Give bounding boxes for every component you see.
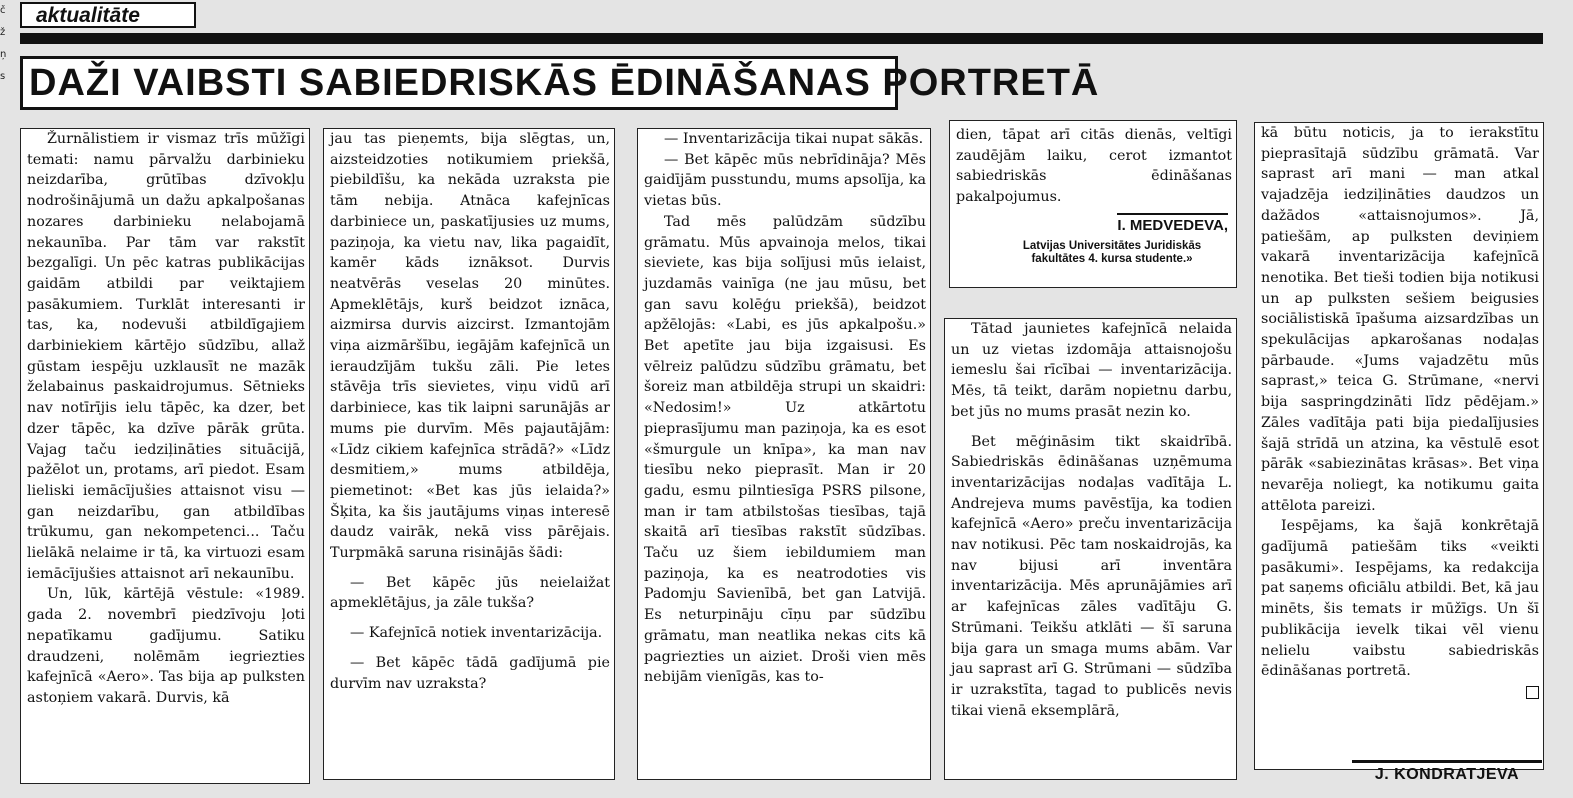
paragraph: Žurnālistiem ir vismaz trīs mūžīgi temati: namu pārvalžu darbinieku neizdarība, grūtības dzīvokļu nodrošinājumā un dažu apkalpošanas nozares darbinieku nelabojamā nekaunība. Par tām var rakstīt bezgalīgi. Un pēc katras publikācijas gaidām atbildi par veiktajiem pasākumiem. Turklāt interesanti ir tas, ka, nodevuši atbildīgajiem darbiniekiem kārtējo sūdzību, allaž gūstam iespēju uzklausīt ne mazāk želabainus paskaidrojumus. Sētnieks nav notīrījis ielu tāpēc, ka dzer, bet dzer tāpēc, ka dzīve pārāk grūta. Vajag taču iedziļināties situācijā, pažēlot un, protams, arī piedot. Esam lieliski iemācījušies attaisnot visu — gan neizdarību, gan atbildības trūkumu, gan nekompetenci... Taču lielākā nelaime ir tā, ka virtuozi esam iemācījušies attaisnot arī nekaunību. <box>27 131 305 582</box>
article-column-3 <box>637 128 931 780</box>
margin-marks <box>0 0 10 120</box>
paragraph: Iespējams, ka šajā konkrētajā gadījumā patiešām tiks «veikti pasākumi». Iespējams, ka redakcija pat saņems oficiālu atbildi. Bet, kā jau minēts, šis temats ir mūžīgs. Un šī publikācija ievelk tikai vēl vienu nelielu vaibstu sabiedriskās ēdināšanas portretā. <box>1261 518 1539 680</box>
margin-mark: č <box>0 5 6 16</box>
article-column-4-bottom <box>944 318 1237 780</box>
margin-mark: ņ <box>0 49 7 60</box>
paragraph: jau tas pieņemts, bija slēgtas, un, aizsteidzoties notikumiem priekšā, piebildīšu, ka nekāda uzraksta pie tām nebija. Atnāca kafejnīcas darbiniece un, paskatījusies uz mums, paziņoja, ka vietu nav, lika pagaidīt, kamēr kāds iznāksot. Durvis neatvērās veselas 20 minūtes. Apmeklētājs, kurš beidzot iznāca, aizmirsa durvis aizcirst. Izmantojām viņa aizmāršību, iegājām kafejnīcā un ieraudzījām tukšu zāli. Pie letes stāvēja trīs sievietes, viņu vidū arī darbiniece, kas tik laipni sarunājās ar mums pie durvīm. Mēs pajautājām: «Līdz cikiem kafejnīca strādā?» «Līdz desmitiem,» mums atbildēja, piemetinot: «Bet kas jūs ielaida?» Šķita, ka šis jautājums viņas interesē daudz vairāk, nekā viss pārējais. Turpmākā saruna risinājās šādi: <box>330 131 610 562</box>
paragraph: — Bet kāpēc jūs neielaižat apmeklētājus, ja zāle tukša? <box>330 574 610 612</box>
paragraph: — Bet kāpēc mūs nebrīdināja? Mēs gaidījām pusstundu, mums apsolīja, ka vietas būs. <box>644 151 926 210</box>
paragraph: Tātad jaunietes kafejnīcā nelaida un uz vietas izdomāja attaisnojošu iemeslu šai rīcībai — inventarizācija. Mēs, tā teikt, darām nopietnu darbu, bet jūs no mums prasāt nezin ko. <box>951 321 1232 420</box>
section-rubric: aktualitāte <box>20 2 196 28</box>
article-author: J. KONDRATJEVA <box>1352 760 1542 786</box>
paragraph: — Inventarizācija tikai nupat sākās. <box>664 131 924 147</box>
margin-mark: s <box>0 71 6 82</box>
letter-author-affiliation: Latvijas Universitātes Juridiskās fakultātes 4. kursa studente.» <box>1022 239 1202 266</box>
article-column-2 <box>323 128 615 780</box>
article-headline: DAŽI VAIBSTI SABIEDRISKĀS ĒDINĀŠANAS PORTRETĀ <box>20 56 898 110</box>
paragraph: kā būtu noticis, ja to ierakstītu pieprasītajā sūdzību grāmatā. Var saprast arī mani — man atkal vajadzēja iedziļināties daudzos un dažādos «attaisnojumos». Jā, patiešām, ap pulksten deviņiem vakarā inventarizācija kafejnīcā nenotika. Bet tieši todien bija notikusi un ap pulksten sešiem beigusies sociālistiskā īpašuma aizsardzības un spekulācijas apkarošanas nodaļas pārbaude. «Jums vajadzētu mūs saprast,» teica G. Strūmane, «nervi bija saspringdzināti līdz pēdējam.» Zāles vadītāja pati bija piedalījusies šajā strīdā un atzina, ka vēstulē esot pārāk «sabiezinātas krāsas». Bet viņa nevarēja noliegt, ka notikumu gaita attēlota pareizi. <box>1261 125 1539 514</box>
end-of-article-mark <box>1526 686 1539 699</box>
article-column-5 <box>1254 122 1544 770</box>
paragraph: dien, tāpat arī citās dienās, veltīgi zaudējām laiku, cerot izmantot sabiedriskās ēdināšanas pakalpojumus. <box>956 127 1232 206</box>
article-column-1 <box>20 128 310 784</box>
paragraph: Un, lūk, kārtējā vēstule: «1989. gada 2. novembrī piedzīvoju ļoti nepatīkamu gadījumu. Satiku draudzeni, nolēmām iegriezties kafejnīcā «Aero». Tas bija ap pulksten astoņiem vakarā. Durvis, kā <box>27 586 305 706</box>
paragraph: — Kafejnīcā notiek inventarizācija. <box>350 625 603 642</box>
paragraph: — Bet kāpēc tādā gadījumā pie durvīm nav uzraksta? <box>330 654 610 692</box>
paragraph: Tad mēs palūdzām sūdzību grāmatu. Mūs apvainoja melos, tikai sieviete, kas bija solījusi mūs ielaist, juzdamās vainīga (ne jau mūsu, bet gan savu kolēģu priekšā), beidzot apžēlojās: «Labi, es jūs apkalpošu.» Bet apetīte jau bija izgaisusi. Es vēlreiz palūdzu sūdzību grāmatu, bet šoreiz man atbildēja strupi un skaidri: «Nedosim!» Uz atkārtotu pieprasījumu man paziņoja, ka es esot «šmurgule un knīpa», ka man nav tiesību neko pieprasīt. Man ir 20 gadu, esmu pilntiesīga PSRS pilsone, man ir tam atbilstošas tiesības, tajā skaitā arī tiesības rakstīt sūdzības. Taču uz šiem iebildumiem man paziņoja, ka es neatrodoties vis Padomju Savienībā, bet gan Latvijā. Es neturpināju cīņu par sūdzību grāmatu, man neatlika nekas cits kā pagriezties un aiziet. Droši vien mēs nebijām vienīgās, kas to- <box>644 213 926 686</box>
article-column-4-top <box>949 120 1237 288</box>
letter-signature <box>956 216 1232 237</box>
letter-author: I. MEDVEDEVA, <box>1117 213 1228 234</box>
margin-mark: ž <box>0 27 6 38</box>
header-rule <box>20 33 1543 44</box>
paragraph: Bet mēģināsim tikt skaidrībā. Sabiedriskās ēdināšanas uzņēmuma inventarizācijas nodaļas vadītāja L. Andrejeva mums pavēstīja, ka todien kafejnīcā «Aero» preču inventarizācija nav notikusi. Pēc tam noskaidrojās, ka nav bijusi arī inventāra inventarizācija. Mēs aprunājāmies arī ar kafejnīcas zāles vadītāju G. Strūmani. Teikšu atklāti — šī saruna bija gara un smaga mums abām. Var jau saprast arī G. Strūmani — sūdzība ir uzrakstīta, tagad to publicēs nevis tikai vienā eksemplārā, <box>951 433 1232 719</box>
